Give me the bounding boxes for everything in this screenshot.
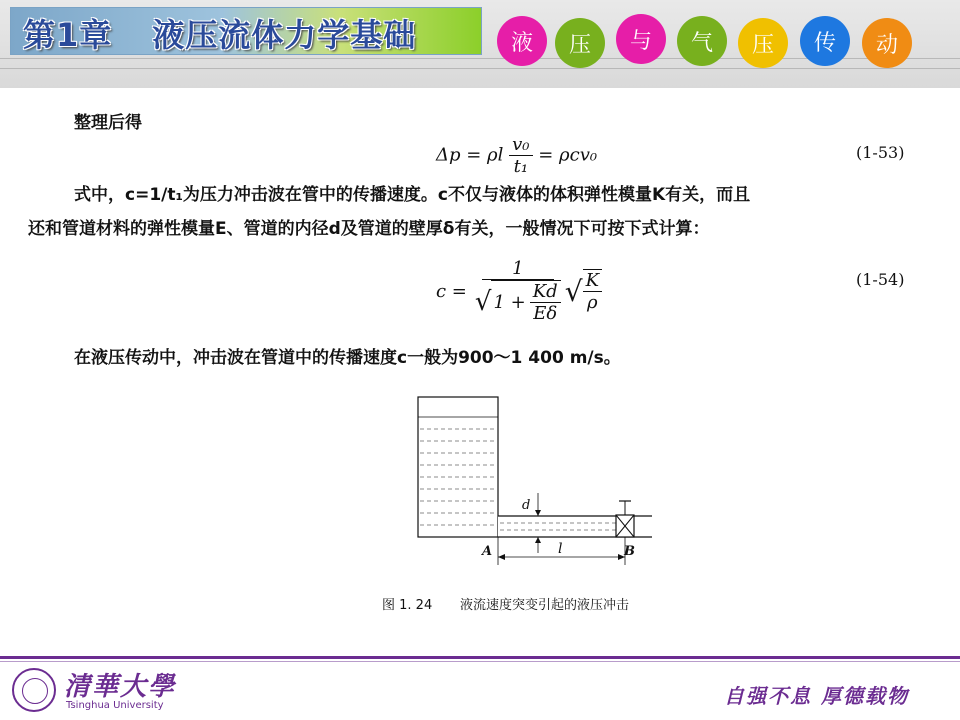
label-d: d bbox=[522, 498, 531, 513]
eq54-sqrt-den: ρ bbox=[586, 292, 598, 313]
equation-1-54 bbox=[436, 258, 602, 324]
eq54-sqrt-sign: √ bbox=[564, 274, 583, 308]
course-char-6: 传 bbox=[813, 30, 836, 56]
slide-header bbox=[0, 0, 960, 88]
header-rule-2 bbox=[0, 68, 960, 69]
course-char-7: 动 bbox=[875, 32, 898, 58]
eq54-main-fraction bbox=[475, 258, 561, 324]
eq54-den-frac-den: Eδ bbox=[533, 303, 558, 324]
paragraph-2-line-2: 还和管道材料的弹性模量E、管道的内径d及管道的壁厚δ有关，一般情况下可按下式计算： bbox=[28, 219, 710, 239]
eq54-sqrt-num: K bbox=[583, 270, 602, 292]
eq53-frac-den: t₁ bbox=[513, 156, 529, 177]
eq54-sqrt bbox=[565, 269, 602, 313]
paragraph-3: 在液压传动中，冲击波在管道中的传播速度c一般为900～1 400 m/s。 bbox=[74, 348, 621, 368]
label-l: l bbox=[558, 541, 563, 557]
dim-d-arrowhead-top bbox=[535, 510, 541, 516]
equation-1-53 bbox=[436, 134, 597, 177]
course-char-circle-5 bbox=[738, 18, 788, 68]
course-char-3: 与 bbox=[629, 28, 652, 54]
eq53-fraction bbox=[509, 134, 532, 177]
equation-number-1-54: (1-54) bbox=[856, 270, 905, 289]
university-logo-cn: 清華大學 bbox=[64, 672, 177, 702]
tsinghua-seal-icon bbox=[12, 668, 56, 712]
footer-rule-thin bbox=[0, 661, 960, 662]
university-motto: 自强不息 厚德载物 bbox=[724, 684, 909, 708]
text-line-1: 整理后得 bbox=[74, 113, 142, 133]
figure-caption-text: 液流速度突变引起的液压冲击 bbox=[460, 598, 630, 613]
water-hammer-figure bbox=[380, 385, 680, 625]
course-char-1: 液 bbox=[510, 30, 533, 56]
label-A: A bbox=[482, 544, 493, 559]
tank-outline bbox=[418, 397, 498, 537]
footer-rule bbox=[0, 656, 960, 659]
course-char-circle-1 bbox=[497, 16, 547, 66]
eq54-num: 1 bbox=[482, 258, 553, 280]
eq54-den-sqrt-sign: √ bbox=[474, 287, 492, 317]
eq54-sqrt-fraction bbox=[583, 269, 602, 313]
course-char-5: 压 bbox=[751, 32, 774, 58]
paragraph-2-line-1: 式中，c=1/t₁为压力冲击波在管中的传播速度。c不仅与液体的体积弹性模量K有关，而且 bbox=[74, 185, 751, 205]
course-char-2: 压 bbox=[568, 32, 591, 58]
chapter-name: 液压流体力学基础 bbox=[152, 16, 417, 54]
course-char-4: 气 bbox=[690, 30, 713, 56]
eq53-rhs: = ρcv₀ bbox=[538, 144, 598, 166]
chapter-title-banner bbox=[10, 7, 482, 55]
eq54-den-frac-num: Kd bbox=[530, 281, 561, 303]
eq54-den-radicand bbox=[491, 280, 560, 324]
eq53-lhs: Δp = ρl bbox=[436, 144, 504, 166]
dim-d-arrowhead-bottom bbox=[535, 537, 541, 543]
label-B: B bbox=[624, 544, 635, 559]
equation-number-1-53: (1-53) bbox=[856, 143, 905, 162]
dim-l-arrowhead-left bbox=[498, 554, 505, 560]
course-char-circle-3 bbox=[616, 14, 666, 64]
eq54-den bbox=[475, 280, 561, 324]
chapter-title bbox=[23, 10, 416, 56]
eq53-frac-num: v₀ bbox=[509, 134, 532, 156]
university-logo-en: Tsinghua University bbox=[66, 700, 164, 711]
figure-caption-number: 图 1. 24 bbox=[382, 598, 433, 613]
chapter-number: 第1章 bbox=[23, 16, 113, 54]
course-char-circle-2 bbox=[555, 18, 605, 68]
course-char-circle-6 bbox=[800, 16, 850, 66]
course-char-circle-4 bbox=[677, 16, 727, 66]
eq54-den-prefix: 1 + bbox=[493, 292, 526, 313]
eq54-den-fraction bbox=[530, 281, 561, 324]
course-char-circle-7 bbox=[862, 18, 912, 68]
eq54-lhs: c = bbox=[436, 280, 467, 302]
